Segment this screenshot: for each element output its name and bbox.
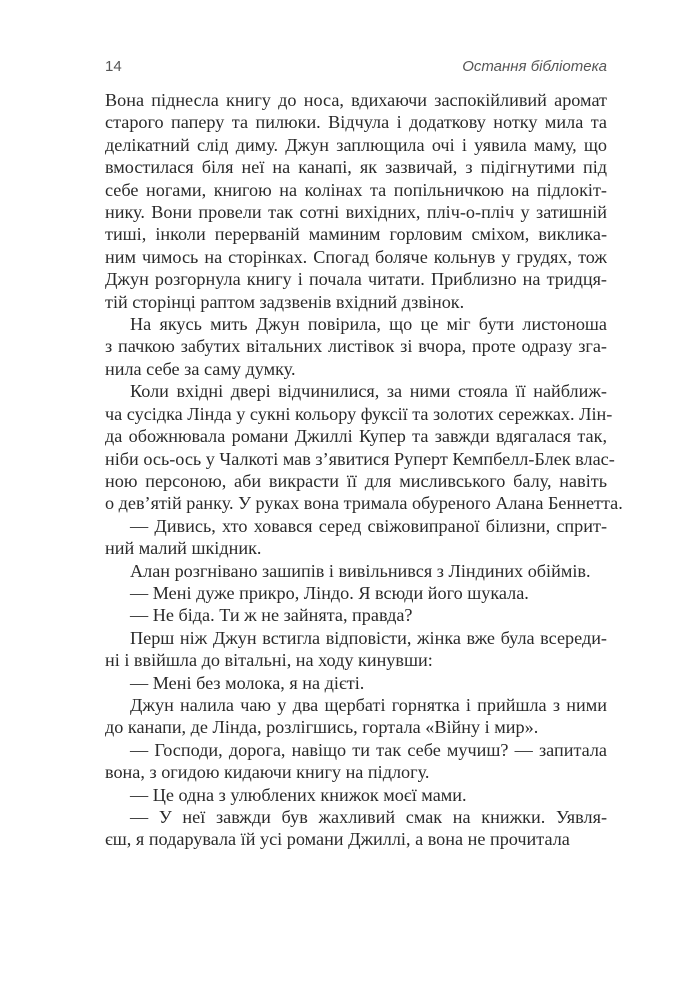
text-line: ним чимось на сторінках. Спогад боляче кольнув у грудях, тож	[105, 246, 607, 267]
body-text	[105, 89, 623, 851]
text-line: да обожнювала романи Джиллі Купер та завжди вдягалася так,	[105, 426, 607, 447]
paragraph	[105, 380, 623, 514]
running-header	[105, 58, 607, 80]
text-line: ча сусідка Лінда у сукні кольору фуксії та золотих сережках. Лін-	[105, 403, 613, 424]
text-line: вмостилася біля неї на канапі, як зазвичай, з підігнутими під	[105, 157, 607, 178]
paragraph	[105, 784, 607, 806]
text-line: — Дивись, хто ховався серед свіжовипраної білизни, сприт-	[130, 515, 607, 536]
text-line: Вона піднесла книгу до носа, вдихаючи заспокійливий аромат	[105, 90, 607, 110]
text-line: тій сторінці раптом задзвенів вхідний дзвінок.	[105, 291, 465, 312]
page-number: 14	[105, 58, 122, 75]
running-title: Остання бібліотека	[462, 58, 607, 75]
text-line: Джун розгорнула книгу і почала читати. Приблизно на тридця-	[105, 269, 607, 290]
text-line: нила себе за саму думку.	[105, 358, 296, 379]
text-line: себе ногами, книгою на колінах та попільничкою на підлокіт-	[105, 179, 607, 200]
text-line: Джун налила чаю у два щербаті горнятка і прийшла з ними	[130, 694, 607, 715]
text-line: старого паперу та пилюки. Відчула і додаткову нотку мила та	[105, 112, 607, 133]
text-line: Коли вхідні двері відчинилися, за ними стояла її найближ-	[130, 381, 607, 402]
text-line: — Господи, дорога, навіщо ти так себе мучиш? — запитала	[130, 739, 607, 760]
text-line: — Не біда. Ти ж не зайнята, правда?	[130, 605, 413, 626]
text-line: — Це одна з улюблених книжок моєї мами.	[130, 784, 467, 805]
text-line: Перш ніж Джун встигла відповісти, жінка вже була всереди-	[130, 627, 607, 648]
text-line: до канапи, де Лінда, розлігшись, гортала «Війну і мир».	[105, 717, 539, 738]
text-line: єш, я подарувала їй усі романи Джиллі, а вона не прочитала	[105, 829, 570, 850]
text-line: з пачкою забутих вітальних листівок зі вчора, проте одразу зга-	[105, 336, 607, 357]
text-line: Алан розгнівано зашипів і вивільнився з Ліндиних обіймів.	[130, 560, 591, 581]
text-line: вона, з огидою кидаючи книгу на підлогу.	[105, 762, 430, 783]
paragraph	[105, 560, 607, 582]
text-line: тиші, інколи перерваній маминим горловим сміхом, виклика-	[105, 224, 607, 245]
text-line: На якусь мить Джун повірила, що це міг бути листоноша	[130, 314, 607, 335]
text-line: делікатний слід диму. Джун заплющила очі і уявила маму, що	[105, 134, 607, 155]
paragraph	[105, 627, 607, 672]
text-line: ні і ввійшла до вітальні, на ходу кинувши:	[105, 650, 433, 671]
text-line: ний малий шкідник.	[105, 538, 262, 559]
text-line: ною персоною, аби викрасти її для мисливського балу, навіть	[105, 470, 607, 491]
paragraph	[105, 582, 607, 604]
paragraph	[105, 313, 607, 380]
paragraph	[105, 694, 607, 739]
text-line: о дев’ятій ранку. У руках вона тримала обуреного Алана Беннетта.	[105, 493, 623, 514]
paragraph	[105, 739, 607, 784]
paragraph	[105, 89, 607, 313]
text-line: ніби ось-ось у Чалкоті мав з’явитися Руперт Кемпбелл-Блек влас-	[105, 448, 615, 469]
paragraph	[105, 806, 607, 851]
text-line: — Мені без молока, я на дієті.	[130, 672, 365, 693]
text-line: — Мені дуже прикро, Ліндо. Я всюди його шукала.	[130, 582, 529, 603]
text-line: нику. Вони провели так сотні вихідних, пліч-о-пліч у затишній	[105, 202, 607, 223]
text-line: — У неї завжди був жахливий смак на книжки. Уявля-	[130, 807, 607, 827]
paragraph	[105, 515, 607, 560]
paragraph	[105, 604, 607, 626]
paragraph	[105, 672, 607, 694]
